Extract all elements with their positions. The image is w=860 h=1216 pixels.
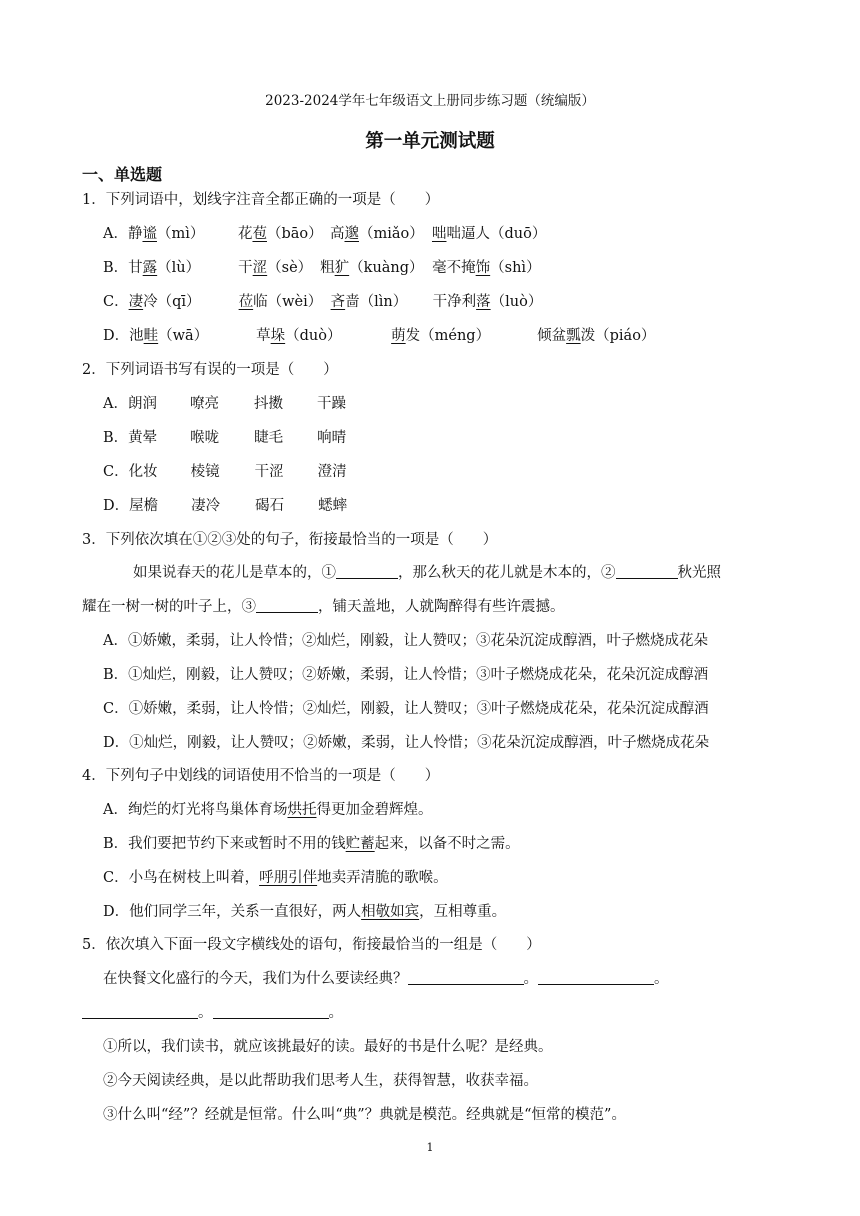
word: 睫毛 <box>254 430 284 446</box>
q1-d-item-1: 池畦（wā） <box>129 328 209 344</box>
q1-a-item-3: 高邈（miǎo） <box>329 226 424 242</box>
fill-blank-3[interactable] <box>256 598 318 613</box>
word: 干躁 <box>316 396 346 412</box>
q5-sentence-1: ①所以，我们读书，就应该挑最好的读。最好的书是什么呢？是经典。 <box>103 1039 553 1055</box>
q4-option-c[interactable]: C．小鸟在树枝上叫着，呼朋引伴地卖弄清脆的歌喉。 <box>103 870 448 886</box>
page-number: 1 <box>426 1141 434 1154</box>
word: 化妆 <box>128 464 158 480</box>
q1-d-item-3: 萌发（méng） <box>391 328 491 344</box>
underlined-word: 烘托 <box>287 802 317 818</box>
q2-option-c[interactable] <box>103 462 347 482</box>
q1-c-item-3: 吝啬（lìn） <box>330 294 408 310</box>
fill-blank-1[interactable] <box>336 564 398 579</box>
q1-option-b[interactable] <box>103 258 541 278</box>
word: 抖擞 <box>253 396 283 412</box>
option-label: D． <box>103 498 130 514</box>
underlined-word: 相敬如宾 <box>361 904 420 920</box>
q1-option-c[interactable] <box>103 292 542 312</box>
fill-blank-1[interactable] <box>408 970 524 985</box>
q1-b-item-3: 粗犷（kuàng） <box>320 260 424 276</box>
q3-option-b[interactable]: B．①灿烂，刚毅，让人赞叹；②娇嫩，柔弱，让人怜惜；③叶子燃烧成花朵，花朵沉淀成醇酒 <box>103 667 709 683</box>
q1-option-a[interactable] <box>103 224 546 244</box>
word: 屋檐 <box>129 498 159 514</box>
q5-passage-line-1: 在快餐文化盛行的今天，我们为什么要读经典？ 。 。 <box>103 971 669 987</box>
fill-blank-2[interactable] <box>616 564 678 579</box>
word: 碣石 <box>255 498 285 514</box>
word: 棱镜 <box>190 464 220 480</box>
underlined-word: 呼朋引伴 <box>259 870 318 886</box>
option-label: B． <box>103 260 129 276</box>
q5-passage-line-2: 。 。 <box>82 1003 343 1023</box>
q2-option-a[interactable] <box>103 394 346 414</box>
word: 响晴 <box>317 430 347 446</box>
q4-option-b[interactable]: B．我们要把节约下来或暂时不用的钱贮蓄起来，以备不时之需。 <box>103 836 520 852</box>
q1-b-item-4: 毫不掩饰（shì） <box>432 260 541 276</box>
question-1-stem: 1．下列词语中，划线字注音全都正确的一项是（ ） <box>82 192 440 208</box>
q3-passage-line-2: 耀在一树一树的叶子上，③ ，铺天盖地，人就陶醉得有些许震撼。 <box>82 599 565 615</box>
q1-a-item-4: 咄咄逼人（duō） <box>431 226 547 242</box>
q1-c-item-4: 干净利落（luò） <box>432 294 543 310</box>
q1-c-item-2: 莅临（wèi） <box>238 294 323 310</box>
option-label: A． <box>103 226 128 242</box>
q3-option-d[interactable]: D．①灿烂，刚毅，让人赞叹；②娇嫩，柔弱，让人怜惜；③花朵沉淀成醇酒，叶子燃烧成花朵 <box>103 735 710 751</box>
q1-d-item-2: 草垛（duò） <box>256 328 342 344</box>
option-label: B． <box>103 430 129 446</box>
q1-c-item-1: 凄冷（qī） <box>128 294 201 310</box>
q3-passage-line-1: 如果说春天的花儿是草本的，① ，那么秋天的花儿就是木本的，② 秋光照 <box>133 565 721 581</box>
word: 蟋蟀 <box>318 498 348 514</box>
q3-option-a[interactable]: A．①娇嫩，柔弱，让人怜惜；②灿烂，刚毅，让人赞叹；③花朵沉淀成醇酒，叶子燃烧成花朵 <box>103 633 708 649</box>
question-2-stem: 2．下列词语书写有误的一项是（ ） <box>82 362 338 378</box>
page-title: 第一单元测试题 <box>365 131 495 152</box>
option-label: C． <box>103 294 129 310</box>
question-5-stem: 5．依次填入下面一段文字横线处的语句，衔接最恰当的一组是（ ） <box>82 937 541 953</box>
word: 喉咙 <box>190 430 220 446</box>
word: 凄冷 <box>191 498 221 514</box>
fill-blank-2[interactable] <box>538 970 654 985</box>
option-label: D． <box>103 328 130 344</box>
underlined-word: 贮蓄 <box>345 836 375 852</box>
question-3-stem: 3．下列依次填在①②③处的句子，衔接最恰当的一项是（ ） <box>82 532 498 548</box>
q1-b-item-2: 干涩（sè） <box>238 260 313 276</box>
q1-b-item-1: 甘露（lù） <box>128 260 201 276</box>
q5-sentence-3: ③什么叫“经”？经就是恒常。什么叫“典”？典就是模范。经典就是“恒常的模范”。 <box>103 1107 626 1123</box>
section-heading: 一、单选题 <box>82 165 163 184</box>
word: 黄晕 <box>128 430 158 446</box>
q1-d-item-4: 倾盆瓢泼（piáo） <box>537 328 656 344</box>
question-4-stem: 4．下列句子中划线的词语使用不恰当的一项是（ ） <box>82 768 440 784</box>
word: 嘹亮 <box>189 396 219 412</box>
q1-option-d[interactable] <box>103 326 655 346</box>
q4-option-d[interactable]: D．他们同学三年，关系一直很好，两人相敬如宾，互相尊重。 <box>103 904 507 920</box>
option-label: C． <box>103 464 129 480</box>
fill-blank-3[interactable] <box>82 1004 198 1019</box>
q1-a-item-1: 静谧（mì） <box>127 226 205 242</box>
q4-option-a[interactable]: A．绚烂的灯光将鸟巢体育场烘托得更加金碧辉煌。 <box>103 802 433 818</box>
q5-sentence-2: ②今天阅读经典，是以此帮助我们思考人生，获得智慧，收获幸福。 <box>103 1073 538 1089</box>
q2-option-b[interactable] <box>103 428 346 448</box>
word: 干涩 <box>254 464 284 480</box>
word: 朗润 <box>127 396 157 412</box>
fill-blank-4[interactable] <box>213 1004 329 1019</box>
q3-option-c[interactable]: C．①娇嫩，柔弱，让人怜惜；②灿烂，刚毅，让人赞叹；③叶子燃烧成花朵，花朵沉淀成醇酒 <box>103 701 709 717</box>
q1-a-item-2: 花苞（bāo） <box>237 226 323 242</box>
word: 澄清 <box>317 464 347 480</box>
document-header: 2023-2024学年七年级语文上册同步练习题（统编版） <box>265 93 595 109</box>
option-label: A． <box>103 396 128 412</box>
q2-option-d[interactable] <box>103 496 347 516</box>
